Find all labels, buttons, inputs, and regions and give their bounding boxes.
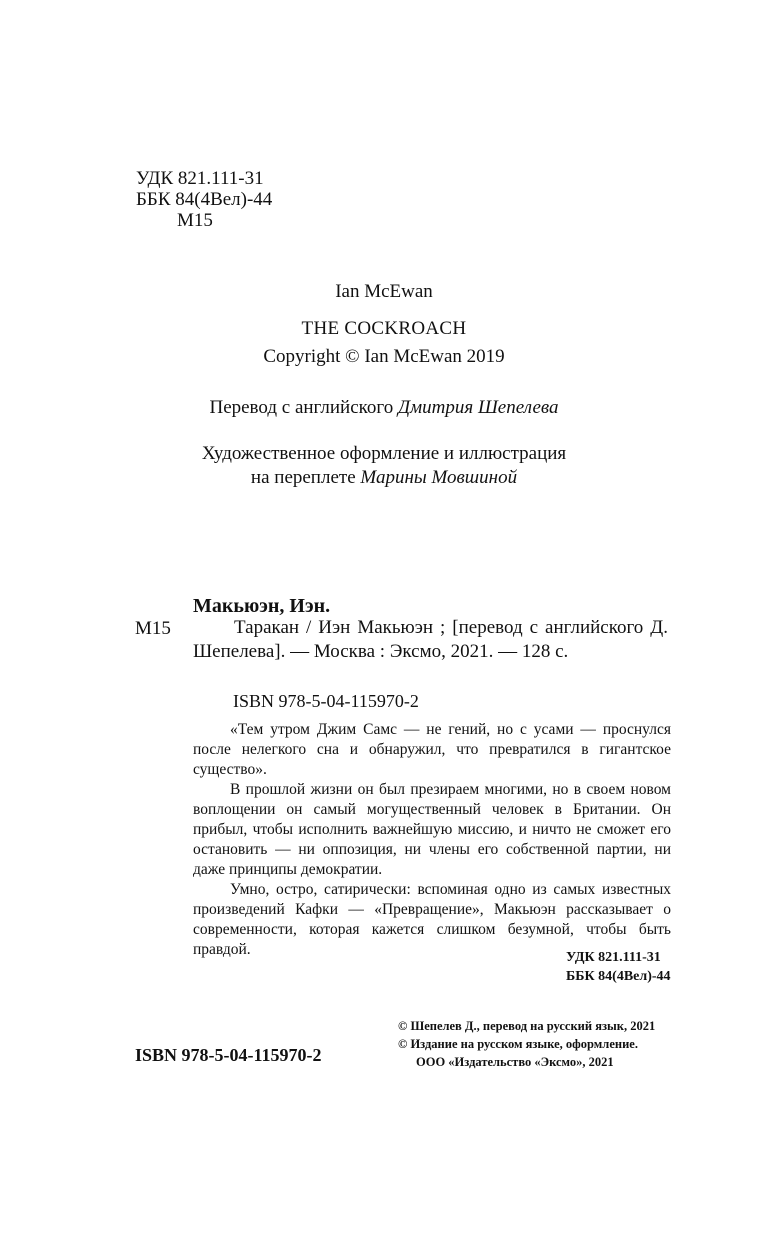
rights-line-2: © Издание на русском языке, оформление. [398, 1037, 638, 1051]
rights-block [398, 1017, 655, 1071]
footer-isbn: ISBN 978-5-04-115970-2 [135, 1045, 322, 1065]
bib-description: Таракан / Иэн Макьюэн ; [перевод с английского Д. Шепелева]. — Москва : Эксмо, 2021. — 128 с. [193, 617, 668, 662]
annotation [193, 720, 671, 960]
footer-codes [566, 948, 671, 986]
udk-code: УДК 821.111-31 [136, 168, 264, 189]
bib-isbn: ISBN 978-5-04-115970-2 [233, 691, 419, 711]
bib-author-heading: Макьюэн, Иэн. [193, 595, 331, 617]
translator-name: Дмитрия Шепелева [397, 397, 559, 418]
copyright-line: Copyright © Ian McEwan 2019 [263, 346, 505, 367]
design-line-2 [0, 466, 768, 490]
rights-line-1: © Шепелев Д., перевод на русский язык, 2021 [398, 1019, 656, 1033]
translation-prefix: Перевод с английского [209, 397, 398, 418]
design-prefix: на переплете [250, 467, 361, 488]
author-mark: М15 [177, 210, 213, 231]
original-author: Ian McEwan [335, 281, 433, 302]
design-credit [0, 442, 768, 490]
annotation-paragraph: В прошлой жизни он был презираем многими, но в своем новом воплощении он самый могущественный человек в Британии. Он прибыл, чтобы исполнить важнейшую миссию, и ничто не сможет его остановить — ни оппозиция, ни члены его собственной партии, ни даже принципы демократии. [193, 781, 671, 878]
bbk-code: ББК 84(4Вел)-44 [136, 189, 273, 210]
original-title: THE COCKROACH [301, 318, 467, 339]
rights-line-3: ООО «Издательство «Эксмо», 2021 [416, 1055, 614, 1069]
footer-udk: УДК 821.111-31 [566, 950, 661, 965]
annotation-paragraph: «Тем утром Джим Самс — не гений, но с усами — проснулся после нелегкого сна и обнаружил, что превратился в гигантское существо». [193, 721, 671, 778]
catalog-codes [136, 168, 272, 231]
design-line-1: Художественное оформление и иллюстрация [201, 443, 567, 464]
designer-name: Марины Мовшиной [360, 467, 518, 488]
annotation-paragraph: Умно, остро, сатирически: вспоминая одно из самых известных произведений Кафки — «Превращение», Макьюэн рассказывает о современности, которая кажется слишком безумной, чтобы быть правдой. [193, 881, 671, 958]
footer-bbk: ББК 84(4Вел)-44 [566, 969, 671, 984]
bib-author-mark: М15 [135, 618, 171, 639]
translation-credit [0, 397, 768, 419]
